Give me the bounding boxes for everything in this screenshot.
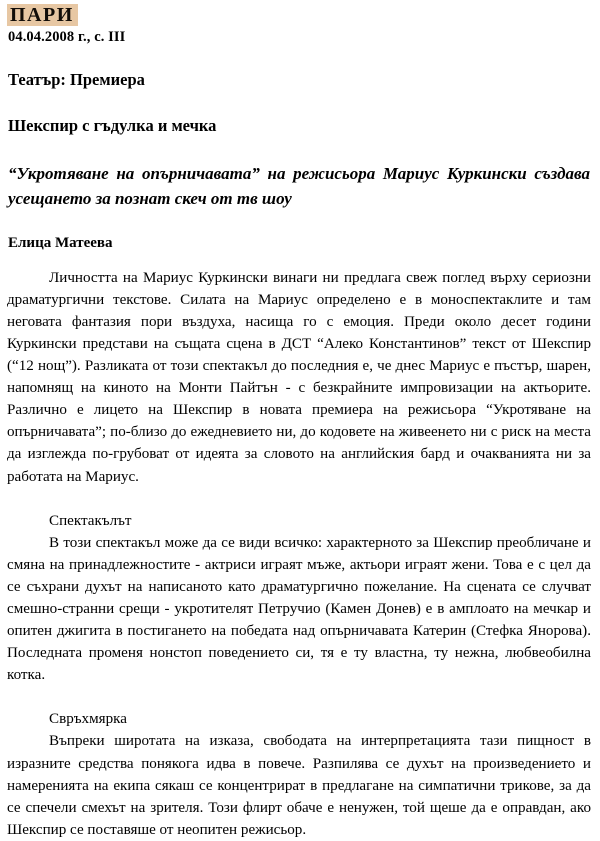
article-lead-paragraph: Личността на Мариус Куркински винаги ни предлага свеж поглед върху сериозни драматургични текстове. Силата на Мариус определено е в моноспектаклите и там неговата фантазия пори въздуха, насища го с емоция. Преди около десет години Куркински представи на същата сцена в ДСТ “Алеко Константинов” текст от Шекспир (“12 нощ”). Разликата от този спектакъл до последния е, че днес Мариус е пъстър, шарен, напомнящ на киното на Монти Пайтън - с безкрайните импровизации на актьорите. Различно е лицето на Шекспир в новата премиера на режисьора “Укротяване на опърничавата”; по-близо до ежедневието ни, до кодовете на живеенето ни с риск на места да изглежда по-грубоват от идеята за словото на английския бард и очакванията ни за работата на Мариус. [7, 269, 591, 485]
article-headline: Шекспир с гъдулка и мечка [8, 115, 217, 135]
article-kicker: Театър: Премиера [8, 70, 145, 90]
issue-date-page: 04.04.2008 г., с. III [8, 29, 126, 45]
masthead [7, 4, 592, 26]
section-subhead-spektakalat: Спектакълът [49, 512, 132, 529]
section-paragraph-spektakalat: В този спектакъл може да се види всичко: характерното за Шекспир преобличане и смяна на принадлежностите - актриси играят мъже, актьори играят жени. Това е с цел да се съхрани духът на написаното като драматургично пожелание. На сцената се случват смешно-странни срещи - укротителят Петручио (Камен Донев) е в амплоато на мечкар и опитен джигита в постигането на победата над опърничавата Катерин (Стефка Янорова). Последната променя нонстоп поведението си, тя е ту властна, ту нежна, любвеобилна котка. [7, 534, 591, 684]
section-subhead-svrahmyarka: Свръхмярка [49, 711, 127, 728]
article-byline: Елица Матеева [8, 234, 113, 251]
section-paragraph-svrahmyarka: Въпреки широтата на изказа, свободата на интерпретацията тази пищност в изразните средства понякога идва в повече. Разпилява се духът на произведението и намеренията на екипа сякаш се концентрират в предлагане на симпатични трикове, за да се спечели смехът на зрителя. Този флирт обаче е ненужен, той щеше да е оправдан, ако Шекспир се поставяше от неопитен режисьор. [7, 733, 591, 838]
publication-logo: ПАРИ [7, 4, 78, 26]
article-standfirst: “Укротяване на опърничавата” на режисьора Мариус Куркински създава усещането за познат скеч от тв шоу [8, 163, 590, 208]
